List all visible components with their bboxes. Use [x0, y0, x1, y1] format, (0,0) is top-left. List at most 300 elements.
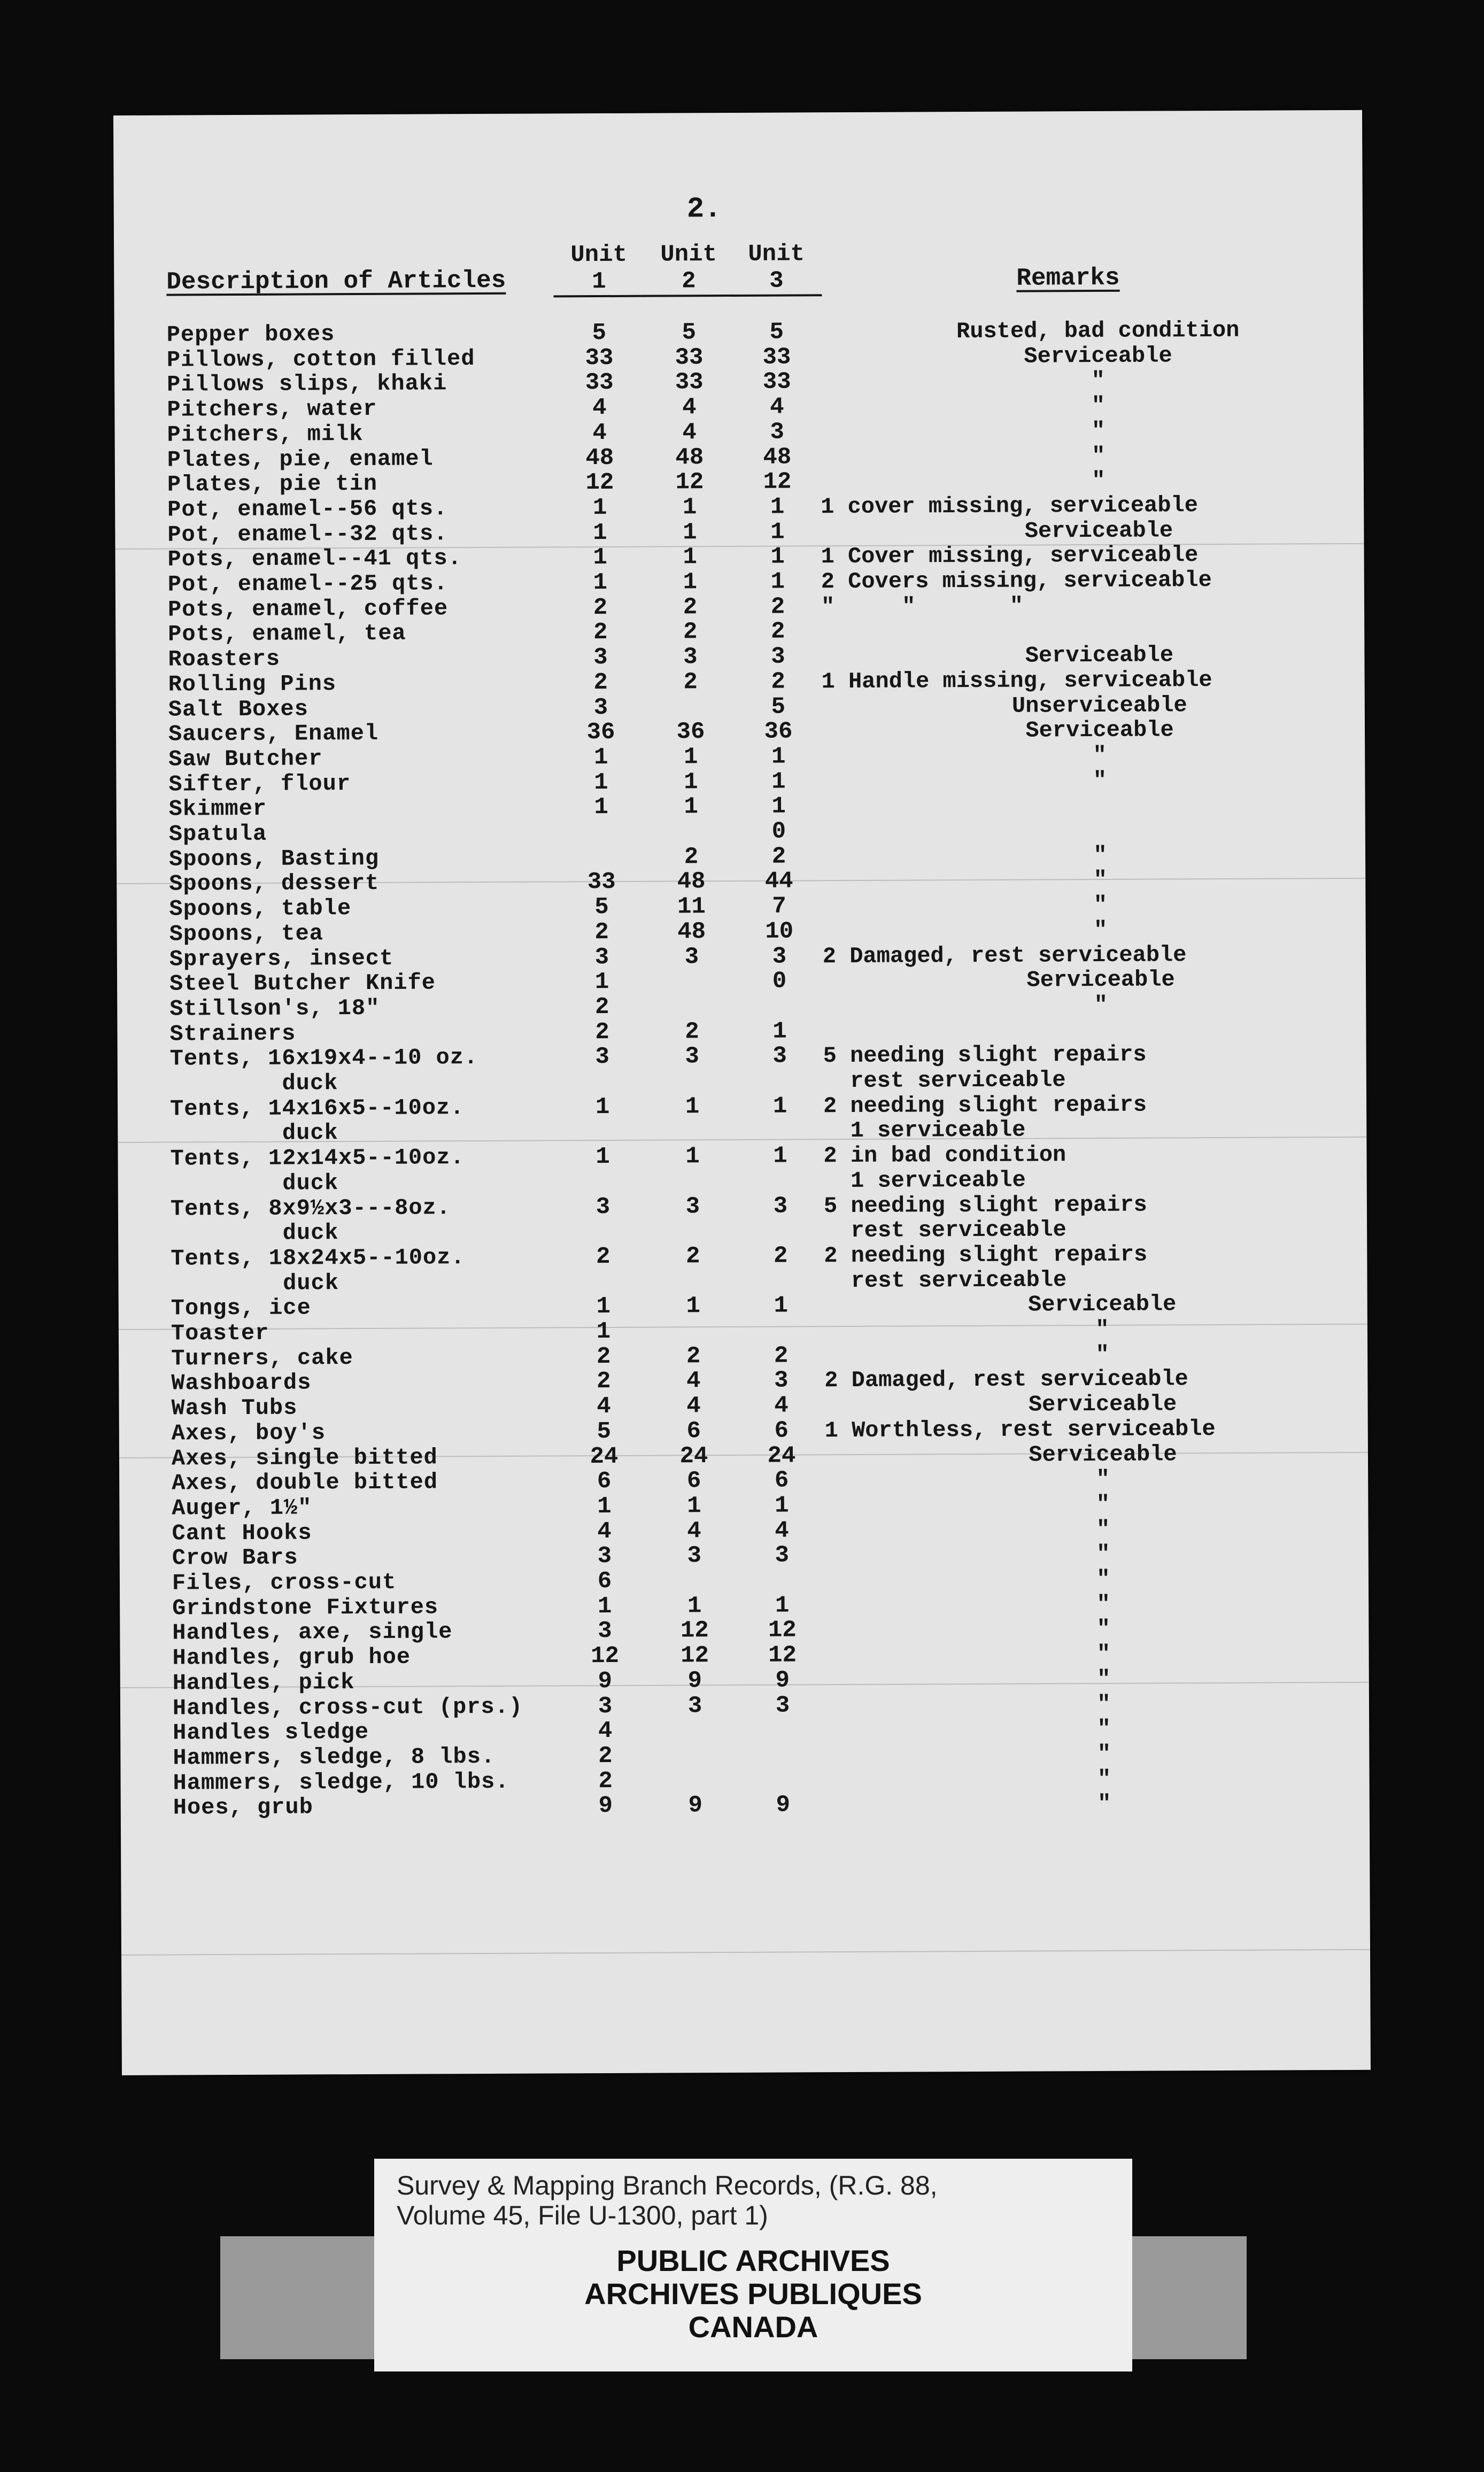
article-description: Handles, grub hoe	[172, 1644, 411, 1671]
unit-3-quantity: 3	[770, 419, 784, 446]
unit-1-quantity: 33	[585, 344, 614, 372]
ruled-line	[121, 1949, 1370, 1956]
unit-2-quantity: 1	[687, 1592, 702, 1620]
unit-3-quantity: 3	[775, 1692, 790, 1719]
unit-3-quantity	[741, 1318, 821, 1319]
unit-3-quantity: 1	[771, 768, 786, 795]
article-description: Axes, boy's	[171, 1420, 326, 1447]
remark: Serviceable	[1025, 717, 1174, 744]
unit-1-quantity: 4	[597, 1393, 611, 1420]
unit-1-quantity: 3	[597, 1543, 612, 1570]
remark: "	[1096, 1566, 1110, 1593]
unit-1-quantity: 2	[598, 1742, 613, 1770]
article-description: Wash Tubs	[171, 1395, 298, 1422]
unit-2-quantity: 4	[682, 394, 697, 421]
article-description: Saw Butcher	[168, 746, 323, 772]
unit-2-quantity: 4	[686, 1368, 701, 1395]
unit-1-quantity: 1	[594, 769, 608, 796]
unit-1-quantity: 2	[594, 918, 609, 946]
unit-2-quantity: 4	[687, 1517, 701, 1544]
unit-1-quantity: 3	[593, 644, 608, 671]
remark: "	[1093, 842, 1107, 868]
remark: "	[1097, 1716, 1111, 1742]
article-description: Pots, enamel, tea	[168, 621, 406, 647]
unit-2-quantity	[652, 994, 732, 995]
unit-1-quantity	[563, 1169, 643, 1170]
unit-3-quantity: 9	[775, 1667, 790, 1694]
unit-3-quantity: 12	[768, 1642, 797, 1669]
unit-1-quantity: 3	[595, 1044, 610, 1071]
unit-2-quantity: 3	[687, 1692, 702, 1719]
article-description: Turners, cake	[171, 1345, 353, 1372]
unit-1-quantity: 1	[592, 494, 607, 521]
archive-title-line: CANADA	[688, 2310, 818, 2344]
remark: "	[1094, 992, 1108, 1018]
article-description: Salt Boxes	[168, 696, 308, 723]
article-description: Tongs, ice	[171, 1295, 311, 1322]
remark: "	[1096, 1491, 1110, 1517]
unit-2-quantity: 3	[683, 644, 698, 671]
archive-title-line: ARCHIVES PUBLIQUES	[584, 2277, 922, 2311]
unit-3-quantity: 44	[764, 868, 793, 895]
remark: 2 in bad condition	[823, 1142, 1066, 1169]
unit-2-quantity: 1	[685, 1093, 700, 1121]
unit-1-quantity: 2	[598, 1767, 613, 1795]
remark: " " "	[821, 593, 1024, 620]
unit-2-quantity: 33	[675, 369, 704, 396]
unit-3-quantity: 33	[762, 368, 791, 396]
unit-1-quantity: 3	[596, 1193, 610, 1220]
unit-1-quantity: 1	[596, 1293, 611, 1320]
unit-3-quantity: 3	[772, 1042, 787, 1070]
article-description: Roasters	[168, 646, 281, 673]
unit-label: Unit	[660, 241, 717, 268]
unit-label: Unit	[748, 241, 805, 268]
reference-line: Volume 45, File U-1300, part 1)	[397, 2200, 768, 2230]
unit-3-quantity: 1	[770, 493, 785, 521]
article-description: duck	[170, 1120, 338, 1147]
article-description: Tents, 8x9½x3---8oz.	[170, 1194, 451, 1222]
unit-2-quantity: 1	[684, 768, 698, 795]
article-description: Tents, 16x19x4--10 oz.	[169, 1045, 478, 1072]
unit-2-quantity: 1	[687, 1493, 701, 1520]
unit-1-quantity: 2	[596, 1343, 611, 1370]
unit-3-quantity	[740, 1218, 821, 1219]
unit-1-quantity: 1	[594, 794, 608, 821]
unit-3-quantity: 2	[770, 618, 785, 646]
unit-1-quantity: 1	[593, 744, 608, 771]
unit-1-quantity: 3	[594, 944, 609, 971]
unit-1-quantity: 2	[593, 594, 608, 621]
unit-2-quantity: 12	[681, 1642, 709, 1670]
unit-3-quantity: 1	[773, 1142, 787, 1170]
unit-1-quantity	[561, 820, 641, 821]
unit-2-quantity: 5	[682, 319, 697, 346]
remark: "	[1095, 1341, 1109, 1368]
unit-3-quantity: 3	[772, 943, 787, 970]
unit-2-quantity: 1	[684, 793, 698, 821]
description-header: Description of Articles	[166, 266, 506, 296]
unit-3-quantity: 3	[771, 643, 785, 670]
unit-3-quantity: 33	[762, 344, 791, 371]
unit-1-quantity: 5	[592, 319, 607, 347]
unit-3-quantity: 7	[772, 893, 786, 920]
remarks-header: Remarks	[1016, 264, 1120, 292]
remark: Unserviceable	[1011, 692, 1187, 719]
remark: 2 Damaged, rest serviceable	[824, 1366, 1188, 1394]
article-description: Spoons, table	[169, 895, 352, 922]
unit-3-quantity: 1	[771, 793, 786, 820]
unit-3-quantity: 3	[775, 1542, 790, 1569]
unit-1-quantity: 1	[593, 569, 608, 597]
unit-3-quantity: 36	[764, 718, 793, 745]
unit-3-header	[736, 241, 816, 297]
remark: "	[1093, 742, 1107, 768]
unit-number: 3	[731, 267, 822, 297]
unit-2-quantity: 11	[677, 893, 706, 921]
unit-2-quantity: 1	[686, 1293, 701, 1320]
unit-1-quantity	[562, 1119, 643, 1120]
remark: 2 needing slight repairs	[824, 1241, 1148, 1269]
unit-3-quantity: 5	[769, 319, 784, 346]
unit-3-quantity: 1	[772, 1018, 787, 1045]
article-description: Hoes, grub	[173, 1794, 313, 1821]
unit-3-quantity: 4	[775, 1517, 789, 1544]
unit-2-quantity: 48	[677, 868, 706, 895]
article-description: Files, cross-cut	[172, 1569, 397, 1596]
unit-1-quantity: 3	[598, 1618, 612, 1645]
unit-3-quantity: 3	[774, 1367, 789, 1395]
remark: "	[1097, 1741, 1111, 1767]
unit-1-quantity: 2	[595, 1018, 609, 1046]
remark: "	[1096, 1641, 1111, 1667]
remark: "	[1093, 867, 1107, 893]
unit-1-quantity: 1	[594, 969, 609, 996]
unit-2-quantity: 1	[682, 494, 697, 521]
unit-number: 2	[643, 268, 734, 297]
article-description: Pots, enamel, coffee	[167, 595, 449, 623]
remark: "	[1091, 418, 1106, 444]
unit-2-quantity: 1	[683, 519, 697, 546]
unit-1-quantity: 1	[593, 544, 607, 571]
archive-title-line: PUBLIC ARCHIVES	[616, 2244, 890, 2277]
unit-1-header	[559, 242, 639, 298]
remark: "	[1091, 393, 1106, 419]
unit-1-quantity: 1	[596, 1144, 610, 1171]
unit-1-quantity: 12	[585, 469, 614, 497]
unit-3-quantity: 9	[776, 1791, 791, 1819]
unit-2-quantity: 9	[687, 1667, 702, 1695]
unit-3-quantity: 24	[767, 1442, 796, 1470]
remark: Serviceable	[1024, 343, 1172, 369]
unit-1-quantity: 36	[586, 719, 615, 746]
unit-2-quantity: 2	[684, 843, 699, 871]
unit-2-quantity: 48	[675, 444, 704, 471]
remark: 2 needing slight repairs	[823, 1092, 1147, 1119]
unit-2-quantity	[653, 1169, 733, 1170]
unit-1-quantity: 1	[595, 1093, 610, 1121]
unit-2-quantity	[652, 969, 732, 970]
unit-2-quantity: 9	[688, 1792, 703, 1819]
article-description: Handles, cross-cut (prs.)	[172, 1694, 523, 1721]
unit-2-quantity: 1	[683, 569, 698, 596]
unit-1-quantity: 1	[597, 1593, 612, 1620]
table-row	[121, 1790, 1370, 1820]
article-description: Handles, pick	[172, 1669, 355, 1696]
remark: 1 serviceable	[823, 1167, 1026, 1194]
article-description: Sprayers, insect	[169, 945, 394, 972]
remark: 5 needing slight repairs	[823, 1192, 1147, 1219]
remark: "	[1097, 1666, 1111, 1692]
article-description: Crow Bars	[172, 1544, 298, 1571]
unit-2-quantity	[655, 1743, 735, 1744]
article-description: Axes, single bitted	[171, 1444, 438, 1472]
remark: 5 needing slight repairs	[823, 1041, 1147, 1069]
article-description: Pillows, cotton filled	[166, 345, 475, 373]
remark: "	[1092, 443, 1106, 469]
unit-1-quantity: 2	[597, 1368, 611, 1395]
unit-3-quantity: 1	[775, 1492, 789, 1519]
article-description: Cant Hooks	[172, 1519, 312, 1547]
unit-3-quantity: 2	[771, 843, 786, 870]
remark: "	[1096, 1516, 1110, 1542]
article-description: Rolling Pins	[168, 670, 337, 698]
article-description: Pillows slips, khaki	[167, 370, 447, 398]
unit-1-quantity: 33	[585, 369, 614, 397]
article-description: Pepper boxes	[166, 321, 335, 348]
unit-1-quantity: 33	[587, 869, 616, 896]
article-description: Strainers	[169, 1021, 296, 1047]
unit-3-quantity: 2	[774, 1242, 788, 1270]
unit-3-quantity: 1	[774, 1292, 789, 1319]
archive-title	[374, 2244, 1132, 2344]
unit-2-quantity: 12	[680, 1617, 709, 1644]
article-description: Pot, enamel--56 qts.	[167, 496, 448, 523]
article-description: Handles sledge	[173, 1719, 369, 1746]
unit-1-quantity: 12	[591, 1642, 620, 1670]
page-number: 2.	[686, 193, 722, 226]
article-description: duck	[170, 1170, 339, 1197]
remark: "	[1092, 468, 1106, 494]
unit-2-quantity	[651, 694, 731, 695]
article-description: Spoons, Basting	[168, 845, 380, 872]
unit-2-quantity: 36	[676, 719, 705, 746]
remark: 2 Covers missing, serviceable	[821, 567, 1212, 595]
unit-1-quantity: 2	[593, 619, 608, 646]
unit-1-quantity: 6	[597, 1468, 612, 1495]
unit-2-quantity: 6	[686, 1467, 701, 1495]
unit-2-quantity: 4	[686, 1393, 701, 1420]
article-description: Axes, double bitted	[172, 1469, 438, 1496]
unit-2-quantity: 33	[675, 344, 704, 372]
unit-2-quantity	[653, 1269, 733, 1270]
article-description: Saucers, Enamel	[168, 721, 379, 747]
article-description: Pitchers, milk	[167, 421, 364, 448]
unit-1-quantity: 3	[593, 694, 608, 721]
remark: 2 Damaged, rest serviceable	[822, 941, 1187, 969]
unit-3-quantity	[742, 1568, 822, 1569]
unit-3-quantity: 48	[763, 443, 792, 471]
unit-2-quantity: 2	[683, 593, 698, 621]
unit-3-quantity: 12	[763, 468, 792, 496]
unit-1-quantity: 1	[597, 1493, 612, 1520]
unit-3-quantity: 4	[770, 393, 784, 421]
unit-1-quantity: 1	[593, 519, 607, 546]
unit-1-quantity: 4	[592, 395, 607, 422]
remark: Serviceable	[1028, 1391, 1177, 1418]
unit-1-quantity: 5	[597, 1418, 612, 1445]
remark: 1 Worthless, rest serviceable	[824, 1416, 1216, 1444]
unit-number: 1	[553, 268, 644, 298]
unit-2-quantity: 1	[683, 744, 698, 771]
remark: "	[1093, 767, 1107, 793]
remark: "	[1097, 1691, 1111, 1717]
unit-1-quantity: 6	[597, 1567, 612, 1595]
unit-1-quantity: 2	[594, 993, 609, 1021]
unit-2-quantity: 2	[685, 1018, 699, 1045]
unit-3-quantity: 2	[771, 668, 785, 696]
unit-label: Unit	[570, 241, 628, 269]
remark: rest serviceable	[824, 1266, 1067, 1294]
remark: "	[1093, 917, 1108, 943]
remark: "	[1097, 1766, 1111, 1792]
unit-1-quantity: 24	[590, 1443, 619, 1470]
article-description: Spatula	[168, 821, 267, 847]
unit-2-quantity: 1	[683, 544, 697, 571]
remark: "	[1097, 1791, 1111, 1817]
unit-2-quantity: 3	[685, 1193, 700, 1220]
unit-3-quantity: 6	[774, 1467, 789, 1494]
unit-1-quantity: 4	[598, 1718, 613, 1745]
unit-2-quantity: 12	[675, 469, 704, 496]
unit-2-quantity: 6	[686, 1418, 701, 1445]
remark: "	[1095, 1316, 1109, 1343]
unit-3-quantity: 1	[772, 1093, 787, 1120]
unit-3-quantity: 4	[774, 1392, 789, 1419]
article-description: Sifter, flour	[168, 770, 351, 798]
article-description: Hammers, sledge, 8 lbs.	[173, 1743, 496, 1771]
remark: "	[1096, 1466, 1110, 1493]
unit-2-quantity	[655, 1718, 735, 1719]
remark: Serviceable	[1027, 1291, 1177, 1318]
unit-1-quantity	[563, 1219, 643, 1220]
unit-2-quantity: 2	[686, 1342, 701, 1370]
remark: rest serviceable	[824, 1217, 1066, 1244]
article-description: Stillson's, 18"	[169, 995, 380, 1022]
unit-1-quantity: 4	[597, 1518, 612, 1545]
remark: "	[1091, 368, 1105, 394]
remark: Serviceable	[1029, 1441, 1177, 1468]
unit-2-quantity: 2	[683, 669, 698, 696]
unit-1-quantity: 9	[598, 1793, 613, 1820]
archive-reference	[397, 2170, 938, 2230]
unit-2-quantity	[652, 1069, 732, 1070]
unit-1-quantity	[563, 1269, 643, 1270]
unit-3-quantity: 10	[765, 918, 794, 945]
unit-2-quantity: 4	[682, 419, 697, 446]
unit-2-quantity: 3	[687, 1542, 702, 1570]
remark: 1 Cover missing, serviceable	[821, 542, 1199, 570]
unit-3-quantity: 1	[771, 743, 786, 770]
unit-3-quantity: 1	[770, 543, 785, 570]
unit-2-quantity: 24	[679, 1442, 708, 1470]
article-description: Auger, 1½"	[172, 1495, 312, 1521]
article-description: Tents, 14x16x5--10oz.	[170, 1094, 465, 1122]
article-description: Steel Butcher Knife	[169, 970, 436, 997]
remark: "	[1093, 892, 1108, 918]
unit-3-quantity: 5	[771, 693, 786, 721]
document-page	[113, 110, 1371, 2075]
unit-3-quantity: 2	[770, 593, 785, 621]
article-description: Spoons, tea	[169, 921, 324, 947]
unit-2-quantity: 48	[677, 918, 706, 946]
unit-1-quantity: 48	[585, 444, 614, 472]
article-description: Toaster	[171, 1320, 269, 1347]
article-description: Washboards	[171, 1370, 312, 1396]
remark: "	[1096, 1616, 1111, 1642]
remark: "	[1096, 1541, 1110, 1567]
article-description: Grindstone Fixtures	[172, 1594, 439, 1621]
article-description: Plates, pie, enamel	[167, 445, 434, 473]
remark: "	[1096, 1591, 1110, 1617]
remark: Rusted, bad condition	[956, 317, 1240, 345]
remark: rest serviceable	[823, 1067, 1066, 1094]
unit-2-quantity: 2	[683, 619, 698, 646]
unit-2-quantity	[655, 1768, 736, 1769]
unit-3-quantity: 0	[771, 818, 786, 845]
unit-1-quantity: 2	[596, 1243, 610, 1270]
unit-3-quantity: 1	[775, 1592, 790, 1619]
unit-1-quantity: 2	[593, 669, 608, 696]
unit-3-quantity: 0	[772, 968, 787, 995]
unit-3-quantity: 1	[770, 519, 785, 546]
unit-2-quantity: 1	[685, 1143, 700, 1170]
article-description: Tents, 12x14x5--10oz.	[170, 1145, 465, 1172]
article-description: Pitchers, water	[167, 396, 377, 423]
article-description: Hammers, sledge, 10 lbs.	[173, 1768, 509, 1796]
unit-1-quantity: 1	[596, 1318, 611, 1346]
unit-1-quantity: 9	[598, 1667, 613, 1695]
article-description: Plates, pie tin	[167, 471, 378, 498]
unit-2-quantity: 3	[685, 1043, 700, 1070]
unit-3-quantity: 1	[770, 568, 785, 596]
article-description: Spoons, dessert	[169, 870, 380, 897]
remark: 1 Handle missing, serviceable	[821, 667, 1212, 695]
article-description: Pot, enamel--25 qts.	[167, 570, 449, 598]
remark: Serviceable	[1026, 967, 1175, 993]
reference-line: Survey & Mapping Branch Records, (R.G. 88,	[397, 2170, 938, 2200]
article-description: Handles, axe, single	[172, 1619, 453, 1646]
article-description: duck	[169, 1070, 338, 1097]
remark: 1 cover missing, serviceable	[821, 492, 1199, 520]
remark: Serviceable	[1024, 517, 1173, 544]
unit-3-quantity: 6	[774, 1417, 789, 1444]
unit-1-quantity: 4	[592, 419, 607, 446]
article-description: duck	[171, 1220, 339, 1247]
article-description: Skimmer	[168, 796, 267, 822]
unit-1-quantity: 3	[598, 1693, 613, 1720]
unit-2-quantity: 3	[684, 943, 699, 970]
unit-3-quantity: 12	[768, 1617, 797, 1644]
unit-3-quantity: 3	[773, 1193, 788, 1220]
unit-3-quantity: 2	[774, 1342, 789, 1370]
remark: Serviceable	[1025, 642, 1174, 669]
unit-2-quantity: 2	[686, 1243, 700, 1270]
unit-1-quantity: 5	[594, 894, 609, 921]
article-description: duck	[171, 1270, 339, 1297]
article-description: Pot, enamel--32 qts.	[167, 520, 448, 548]
unit-2-header	[648, 241, 729, 297]
